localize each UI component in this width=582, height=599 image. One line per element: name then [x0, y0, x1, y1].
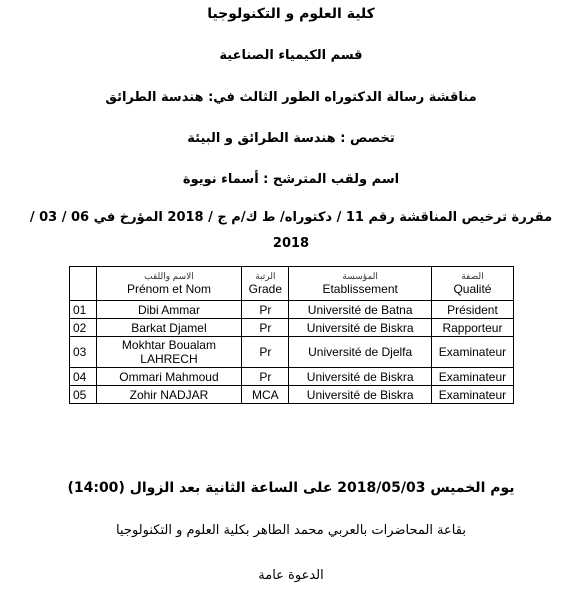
table-row [70, 368, 514, 386]
defense-date-time: يوم الخميس 2018/05/03 على الساعة الثانية بعد الزوال (14:00) [67, 480, 515, 496]
header-etablissement: المؤسسة Etablissement [289, 267, 432, 301]
member-grade: Pr [242, 319, 289, 337]
member-name: Zohir NADJAR [96, 386, 242, 404]
member-qualite: Rapporteur [431, 319, 513, 337]
member-grade: Pr [242, 337, 289, 368]
member-qualite: Examinateur [431, 368, 513, 386]
member-etablissement: Université de Biskra [289, 386, 432, 404]
member-name: Dibi Ammar [96, 301, 242, 319]
member-grade: Pr [242, 301, 289, 319]
member-etablissement: Université de Djelfa [289, 337, 432, 368]
row-number: 03 [70, 337, 97, 368]
header-qualite: الصفة Qualité [431, 267, 513, 301]
member-grade: Pr [242, 368, 289, 386]
row-number: 02 [70, 319, 97, 337]
member-name: Mokhtar Boualam LAHRECH [96, 337, 242, 368]
member-etablissement: Université de Biskra [289, 368, 432, 386]
member-etablissement: Université de Batna [289, 301, 432, 319]
specialty-line: تخصص : هندسة الطرائق و البيئة [187, 131, 395, 146]
faculty-heading: كلية العلوم و التكنولوجيا [207, 6, 375, 22]
table-row [70, 301, 514, 319]
member-grade: MCA [242, 386, 289, 404]
authorization-year: 2018 [272, 236, 310, 251]
defense-title: مناقشة رسالة الدكتوراه الطور الثالث في: هندسة الطرائق [105, 90, 477, 105]
table-row [70, 386, 514, 404]
jury-table [69, 266, 514, 404]
member-name: Ommari Mahmoud [96, 368, 242, 386]
header-grade: الرتبة Grade [242, 267, 289, 301]
row-number: 01 [70, 301, 97, 319]
row-number: 04 [70, 368, 97, 386]
public-invitation: الدعوة عامة [258, 568, 324, 583]
table-row [70, 337, 514, 368]
defense-venue: بقاعة المحاضرات بالعربي محمد الطاهر بكلية العلوم و التكنولوجيا [116, 523, 466, 538]
member-qualite: Examinateur [431, 337, 513, 368]
table-row [70, 319, 514, 337]
member-qualite: Président [431, 301, 513, 319]
header-num [70, 267, 97, 301]
department-heading: قسم الكيمياء الصناعية [219, 48, 363, 63]
member-name: Barkat Djamel [96, 319, 242, 337]
member-qualite: Examinateur [431, 386, 513, 404]
row-number: 05 [70, 386, 97, 404]
authorization-line: مقررة ترخيص المناقشة رقم 11 / دكتوراه/ ط ك/م ج / 2018 المؤرخ في 06 / 03 / [29, 210, 553, 225]
table-header-row [70, 267, 514, 301]
header-name: الاسم واللقب Prénom et Nom [96, 267, 242, 301]
member-etablissement: Université de Biskra [289, 319, 432, 337]
candidate-line: اسم ولقب المترشح : أسماء نويوة [182, 172, 400, 187]
